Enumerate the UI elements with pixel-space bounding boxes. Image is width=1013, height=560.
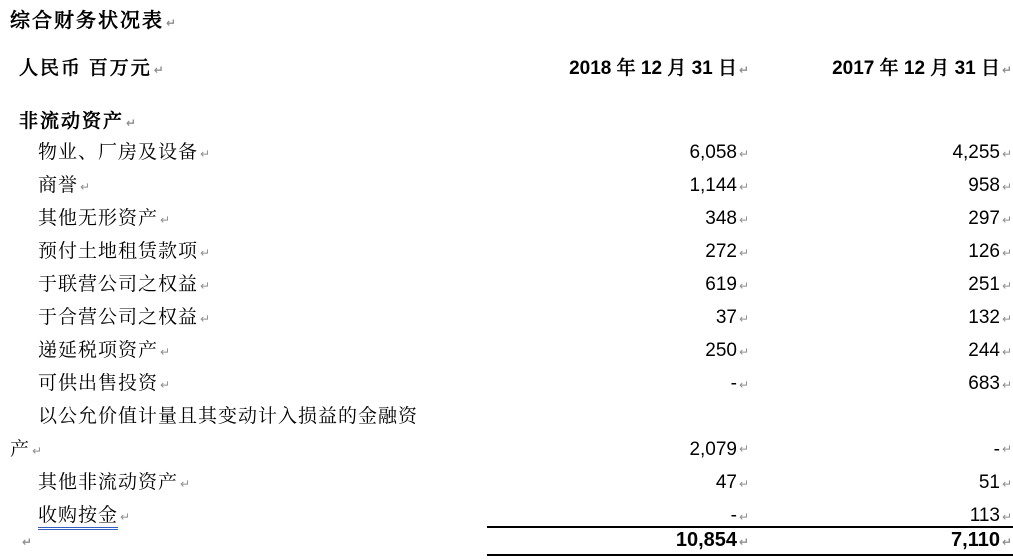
paragraph-mark-icon: ↵ xyxy=(1002,279,1013,293)
total-value-2018: 10,854 xyxy=(675,529,737,551)
value-2018 xyxy=(517,466,737,499)
total-row-label xyxy=(0,526,517,556)
cell-value: 126 xyxy=(968,241,1000,262)
row-label-text: 递延税项资产 xyxy=(38,340,159,361)
paragraph-mark-icon: ↵ xyxy=(1002,535,1013,549)
cell-value: 1,144 xyxy=(689,175,737,196)
paragraph-mark-icon: ↵ xyxy=(160,213,171,227)
unit-label: 人民币 百万元 ↵ xyxy=(19,58,164,79)
cell-value: 619 xyxy=(705,274,737,295)
row-label xyxy=(0,268,517,301)
row-label xyxy=(0,202,517,235)
table-row xyxy=(0,466,1013,499)
row-label-text: 可供出售投资 xyxy=(38,373,159,394)
value-2018 xyxy=(517,136,737,169)
table-row xyxy=(0,334,1013,367)
table-row xyxy=(0,301,1013,334)
table-row xyxy=(0,400,1013,466)
paragraph-mark-icon: ↵ xyxy=(739,312,750,326)
paragraph-mark-icon: ↵ xyxy=(22,535,33,549)
paragraph-mark-icon: ↵ xyxy=(1002,442,1013,456)
cell-value: 132 xyxy=(968,307,1000,328)
paragraph-mark-icon: ↵ xyxy=(739,535,750,549)
paragraph-mark-icon: ↵ xyxy=(180,477,191,491)
cell-value: 51 xyxy=(978,472,1000,493)
paragraph-mark-icon: ↵ xyxy=(739,246,750,260)
cell-value: 6,058 xyxy=(689,142,737,163)
total-value-2017: 7,110 xyxy=(951,529,1000,551)
row-label-text: 于联营公司之权益 xyxy=(38,274,199,295)
value-2017 xyxy=(770,334,1000,367)
table-row xyxy=(0,202,1013,235)
paragraph-mark-icon: ↵ xyxy=(166,16,177,30)
cell-value: 4,255 xyxy=(952,142,1000,163)
cell-value: 272 xyxy=(705,241,737,262)
cell-value: - xyxy=(730,373,737,394)
paragraph-mark-icon: ↵ xyxy=(200,312,211,326)
table-row xyxy=(0,367,1013,400)
value-2018 xyxy=(517,334,737,367)
paragraph-mark-icon: ↵ xyxy=(1002,63,1013,77)
paragraph-mark-icon: ↵ xyxy=(1002,477,1013,491)
total-row xyxy=(0,526,1013,556)
paragraph-mark-icon: ↵ xyxy=(739,279,750,293)
value-2017 xyxy=(770,169,1000,202)
table-body xyxy=(0,136,1013,532)
cell-value: 958 xyxy=(968,175,1000,196)
row-label-line1: 以公允价值计量且其变动计入损益的金融资 xyxy=(38,406,419,427)
paragraph-mark-icon: ↵ xyxy=(739,345,750,359)
paragraph-mark-icon: ↵ xyxy=(1002,510,1013,524)
paragraph-mark-icon: ↵ xyxy=(739,510,750,524)
value-2017 xyxy=(770,400,1000,466)
paragraph-mark-icon: ↵ xyxy=(32,444,43,458)
column-header-2018: 2018 年 12 月 31 日 xyxy=(569,58,737,79)
row-label xyxy=(0,136,517,169)
value-2018 xyxy=(517,202,737,235)
cell-value: 47 xyxy=(715,472,737,493)
value-2017 xyxy=(770,301,1000,334)
row-label-text: 于合营公司之权益 xyxy=(38,307,199,328)
cell-value: 683 xyxy=(968,373,1000,394)
paragraph-mark-icon: ↵ xyxy=(1002,378,1013,392)
value-2018 xyxy=(517,169,737,202)
cell-value: 251 xyxy=(968,274,1000,295)
cell-value: 113 xyxy=(969,505,1000,526)
value-2017 xyxy=(770,136,1000,169)
value-2017 xyxy=(770,268,1000,301)
table-row xyxy=(0,136,1013,169)
paragraph-mark-icon: ↵ xyxy=(739,378,750,392)
paragraph-mark-icon: ↵ xyxy=(1002,180,1013,194)
paragraph-mark-icon: ↵ xyxy=(200,147,211,161)
paragraph-mark-icon: ↵ xyxy=(120,510,131,524)
paragraph-mark-icon: ↵ xyxy=(739,477,750,491)
row-label xyxy=(0,169,517,202)
column-header-2017: 2017 年 12 月 31 日 xyxy=(832,58,1000,79)
paragraph-mark-icon: ↵ xyxy=(126,116,137,130)
paragraph-mark-icon: ↵ xyxy=(1002,213,1013,227)
paragraph-mark-icon: ↵ xyxy=(153,63,164,77)
cell-value: 297 xyxy=(968,208,1000,229)
value-2018 xyxy=(517,235,737,268)
paragraph-mark-icon: ↵ xyxy=(739,442,750,456)
row-label xyxy=(0,235,517,268)
value-2017 xyxy=(770,367,1000,400)
row-label xyxy=(0,400,517,466)
title-text: 综合财务状况表 xyxy=(10,10,164,32)
paragraph-mark-icon: ↵ xyxy=(80,180,91,194)
paragraph-mark-icon: ↵ xyxy=(160,378,171,392)
section-heading: 非流动资产 ↵ xyxy=(19,111,137,132)
value-2018 xyxy=(517,268,737,301)
table-row xyxy=(0,169,1013,202)
cell-value: 2,079 xyxy=(689,439,737,460)
paragraph-mark-icon: ↵ xyxy=(200,279,211,293)
row-label-text: 其他无形资产 xyxy=(38,208,159,229)
row-label-text: 预付土地租赁款项 xyxy=(38,241,199,262)
cell-value: 244 xyxy=(968,340,1000,361)
value-2018 xyxy=(517,400,737,466)
row-label-text: 物业、厂房及设备 xyxy=(38,142,199,163)
paragraph-mark-icon: ↵ xyxy=(1002,345,1013,359)
row-label-text: 商誉 xyxy=(38,175,79,196)
row-label-line2: 产 ↵ xyxy=(10,439,43,460)
cell-value: 348 xyxy=(705,208,737,229)
paragraph-mark-icon: ↵ xyxy=(1002,246,1013,260)
paragraph-mark-icon: ↵ xyxy=(200,246,211,260)
row-label xyxy=(0,301,517,334)
cell-value: - xyxy=(993,439,1000,460)
value-2017 xyxy=(770,202,1000,235)
section-heading-row xyxy=(0,105,1013,138)
row-label xyxy=(0,367,517,400)
paragraph-mark-icon: ↵ xyxy=(1002,147,1013,161)
cell-value: 250 xyxy=(705,340,737,361)
paragraph-mark-icon: ↵ xyxy=(160,345,171,359)
cell-value: 37 xyxy=(715,307,737,328)
value-2017 xyxy=(770,235,1000,268)
paragraph-mark-icon: ↵ xyxy=(739,180,750,194)
table-row xyxy=(0,268,1013,301)
paragraph-mark-icon: ↵ xyxy=(739,213,750,227)
row-label xyxy=(0,334,517,367)
paragraph-mark-icon: ↵ xyxy=(739,63,750,77)
value-2018 xyxy=(517,301,737,334)
value-2017 xyxy=(770,466,1000,499)
row-label xyxy=(0,466,517,499)
table-header-row xyxy=(0,52,1013,85)
table-row xyxy=(0,235,1013,268)
cell-value: - xyxy=(730,505,737,526)
paragraph-mark-icon: ↵ xyxy=(739,147,750,161)
paragraph-mark-icon: ↵ xyxy=(1002,312,1013,326)
row-label-text: 收购按金 xyxy=(38,505,118,530)
row-label-text: 其他非流动资产 xyxy=(38,472,179,493)
page-title xyxy=(10,5,176,38)
value-2018 xyxy=(517,367,737,400)
